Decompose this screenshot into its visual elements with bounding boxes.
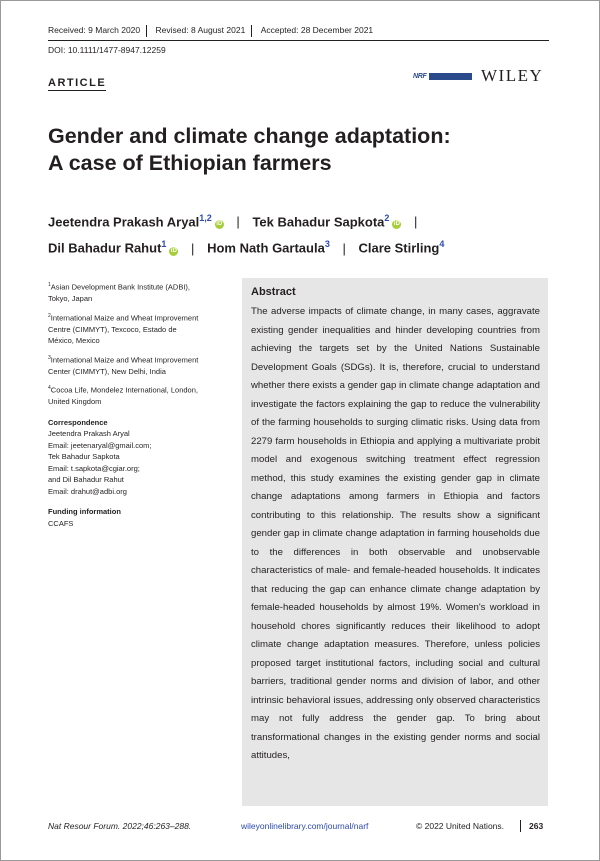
funding-heading: Funding information — [48, 507, 121, 516]
affiliation-line: Center (CIMMYT), New Delhi, India — [48, 366, 166, 376]
affiliation — [48, 353, 230, 378]
author-separator: | — [236, 214, 240, 230]
author-affiliation-ref[interactable]: 3 — [324, 239, 330, 250]
author-affiliation-ref[interactable]: 1,2 — [199, 213, 212, 223]
orcid-icon[interactable]: iD — [393, 221, 400, 228]
affiliation-number: 3 — [48, 354, 51, 361]
affiliation-number: 4 — [48, 385, 51, 391]
side-column — [48, 280, 230, 529]
article-dates — [48, 25, 385, 37]
affiliation-line: Tokyo, Japan — [48, 294, 93, 303]
footer-divider — [520, 820, 521, 832]
author-separator: | — [414, 214, 418, 230]
article-type-label: ARTICLE — [48, 77, 107, 89]
header-divider — [48, 40, 549, 41]
journal-url-link[interactable]: wileyonlinelibrary.com/journal/narf — [241, 821, 369, 831]
nrf-journal-logo — [413, 71, 472, 81]
author-affiliation-ref[interactable]: 4 — [439, 239, 445, 250]
funding-text: CCAFS — [48, 518, 74, 528]
author-separator: | — [191, 240, 195, 256]
title-line-1: Gender and climate change adaptation: — [48, 124, 451, 148]
affiliation-line: Asian Development Bank Institute (ADBI), — [50, 282, 191, 292]
abstract-text: The adverse impacts of climate change, in many cases, aggravate existing gender inequalities and hinder developing countries from achieving the targets set by the United Nations Sustainable Development Goals (SDGs). It is, therefore, crucial to understand whether there exists a gender gap in climate change adaptation and investigate the factors explaining the gap to reduce the vulnerability of the farming households to surging climatic risks. Using data from 2279 farm households in Ethiopia and applying a multivariate probit model and exogenous switching treatment effect regression method, this study examines the existing gender gap in climate change adaptations among farmers in Ethiopia and factors contributing to this relationship. The results show a significant gender gap in climate change adaptation in farming households due to the differences in both observable and unobservable characteristics of male- and female-headed households. It indicates that reducing the gap can enhance climate change adaptation by female-headed households by almost 19%. Women's workload in household chores significantly reduces their likelihood to adopt climate change adaptation measures. Therefore, unless policies proposed target institutional factors, including social and cultural barriers, traditional gender norms and division of labor, and other intrinsic behavioral issues, addressing only observed characteristics may not fully address the gender gap. To bring about transformational changes in the existing gender norms and social attitudes, — [251, 306, 540, 761]
affiliation-line: Cocoa Life, Mondelez International, London, — [50, 385, 198, 395]
affiliation-number: 1 — [48, 282, 51, 288]
journal-citation: Nat Resour Forum. 2022;46:263–288. — [48, 821, 192, 831]
correspondence-line: Tek Bahadur Sapkota — [48, 452, 120, 461]
doi-link[interactable]: DOI: 10.1111/1477-8947.12259 — [48, 45, 166, 55]
affiliation-line: Centre (CIMMYT), Texcoco, Estado de — [48, 324, 177, 334]
copyright-notice: © 2022 United Nations. — [416, 821, 505, 831]
nrf-logo-text: NRF — [413, 72, 427, 80]
author-line-1 — [48, 207, 444, 233]
correspondence-block — [48, 428, 230, 497]
orcid-icon[interactable]: iD — [170, 247, 177, 254]
abstract-box — [242, 278, 548, 806]
correspondence-email[interactable]: Email: t.sapkota@cgiar.org; — [48, 463, 140, 473]
affiliation-line: International Maize and Wheat Improvement — [50, 355, 199, 364]
accepted-date: Accepted: 28 December 2021 — [260, 25, 374, 35]
article-title — [48, 123, 548, 177]
title-line-2: A case of Ethiopian farmers — [48, 151, 332, 175]
author-line-2 — [48, 233, 444, 259]
author-list — [48, 207, 444, 260]
author-separator: | — [342, 240, 346, 256]
correspondence-heading: Correspondence — [48, 417, 108, 427]
author-name[interactable]: Jeetendra Prakash Aryal — [48, 214, 200, 230]
page-number: 263 — [529, 821, 544, 831]
author-name[interactable]: Dil Bahadur Rahut — [48, 240, 162, 256]
affiliation-line: México, Mexico — [48, 336, 100, 345]
orcid-icon[interactable]: iD — [216, 221, 223, 228]
publisher-logo: WILEY — [481, 66, 544, 85]
affiliation-line: International Maize and Wheat Improvement — [50, 313, 199, 322]
affiliation-number: 2 — [48, 312, 51, 319]
author-name[interactable]: Tek Bahadur Sapkota — [252, 214, 385, 230]
correspondence-email[interactable]: Email: drahut@adbi.org — [48, 486, 127, 496]
correspondence-email[interactable]: Email: jeetenaryal@gmail.com; — [48, 440, 152, 450]
nrf-logo-bar — [429, 73, 473, 80]
affiliation — [48, 383, 230, 408]
affiliation — [48, 280, 230, 305]
affiliation-line: United Kingdom — [48, 397, 102, 406]
author-name[interactable]: Clare Stirling — [358, 240, 440, 256]
received-date: Received: 9 March 2020 — [48, 25, 147, 37]
author-name[interactable]: Hom Nath Gartaula — [207, 240, 325, 256]
affiliation — [48, 311, 230, 347]
correspondence-line: and Dil Bahadur Rahut — [48, 475, 124, 484]
revised-date: Revised: 8 August 2021 — [156, 25, 253, 37]
correspondence-line: Jeetendra Prakash Aryal — [48, 429, 130, 438]
author-affiliation-ref[interactable]: 1 — [161, 239, 167, 250]
abstract-heading: Abstract — [251, 286, 296, 298]
author-affiliation-ref[interactable]: 2 — [384, 213, 390, 223]
